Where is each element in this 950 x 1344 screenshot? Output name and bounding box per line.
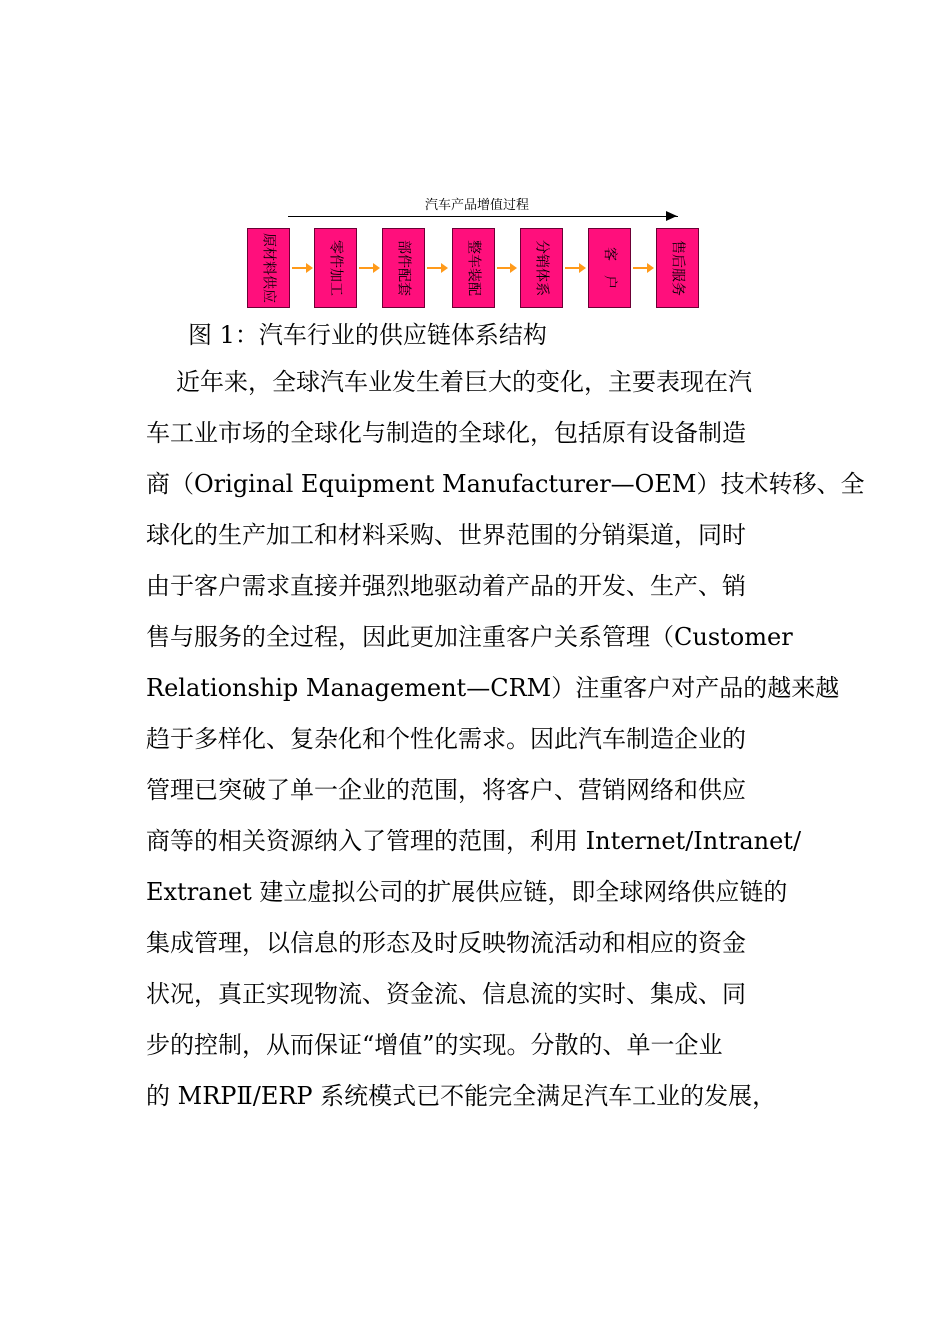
stage-after-sales-service — [656, 228, 699, 308]
paragraph-line: 的 MRPⅡ/ERP 系统模式已不能完全满足汽车工业的发展， — [146, 1082, 777, 1110]
body-paragraph — [146, 357, 865, 1122]
stage-vehicle-assembly — [452, 228, 495, 308]
paragraph-line: 由于客户需求直接并强烈地驱动着产品的开发、生产、销 — [146, 572, 746, 600]
paragraph-line: Extranet 建立虚拟公司的扩展供应链，即全球网络供应链的 — [146, 878, 788, 906]
paragraph-line: 近年来，全球汽车业发生着巨大的变化，主要表现在汽 — [176, 368, 752, 396]
flow-arrow-icon — [633, 267, 648, 269]
supply-chain-diagram — [240, 196, 710, 316]
paragraph-line: 管理已突破了单一企业的范围，将客户、营销网络和供应 — [146, 776, 746, 804]
paragraph-line: 状况，真正实现物流、资金流、信息流的实时、集成、同 — [146, 980, 746, 1008]
flow-arrow-icon — [359, 267, 374, 269]
stage-label: 售后服务 — [669, 240, 686, 296]
stage-distribution-system — [520, 228, 563, 308]
stage-label: 原材料供应 — [260, 233, 277, 303]
process-arrow-line — [288, 216, 678, 217]
paragraph-line: 集成管理，以信息的形态及时反映物流活动和相应的资金 — [146, 929, 746, 957]
flow-arrow-icon — [497, 267, 511, 269]
paragraph-line: 车工业市场的全球化与制造的全球化，包括原有设备制造 — [146, 419, 746, 447]
stage-raw-material-supply — [247, 228, 290, 308]
paragraph-line: 售与服务的全过程，因此更加注重客户关系管理（Customer — [146, 623, 793, 651]
stage-label: 整车装配 — [465, 240, 482, 296]
stage-label: 部件配套 — [395, 240, 412, 296]
paragraph-line: 商等的相关资源纳入了管理的范围，利用 Internet/Intranet/ — [146, 827, 802, 855]
stage-part-processing — [314, 228, 357, 308]
figure-caption: 图 1：汽车行业的供应链体系结构 — [188, 321, 547, 349]
paragraph-line: 球化的生产加工和材料采购、世界范围的分销渠道，同时 — [146, 521, 746, 549]
stage-component-matching — [382, 228, 425, 308]
stage-label: 客 户 — [601, 247, 618, 289]
flow-arrow-icon — [292, 267, 307, 269]
paragraph-line: 趋于多样化、复杂化和个性化需求。因此汽车制造企业的 — [146, 725, 746, 753]
flow-arrow-icon — [427, 267, 442, 269]
flow-arrow-icon — [565, 267, 580, 269]
stage-customer — [588, 228, 631, 308]
value-added-process-label: 汽车产品增值过程 — [425, 198, 530, 213]
paragraph-line: 商（Original Equipment Manufacturer—OEM）技术转移、全 — [146, 470, 865, 498]
paragraph-line: 步的控制，从而保证“增值”的实现。分散的、单一企业 — [146, 1031, 723, 1059]
paragraph-line: Relationship Management—CRM）注重客户对产品的越来越 — [146, 674, 840, 702]
stage-label: 零件加工 — [327, 240, 344, 296]
right-arrow-icon — [666, 211, 677, 221]
stage-label: 分销体系 — [533, 240, 550, 296]
